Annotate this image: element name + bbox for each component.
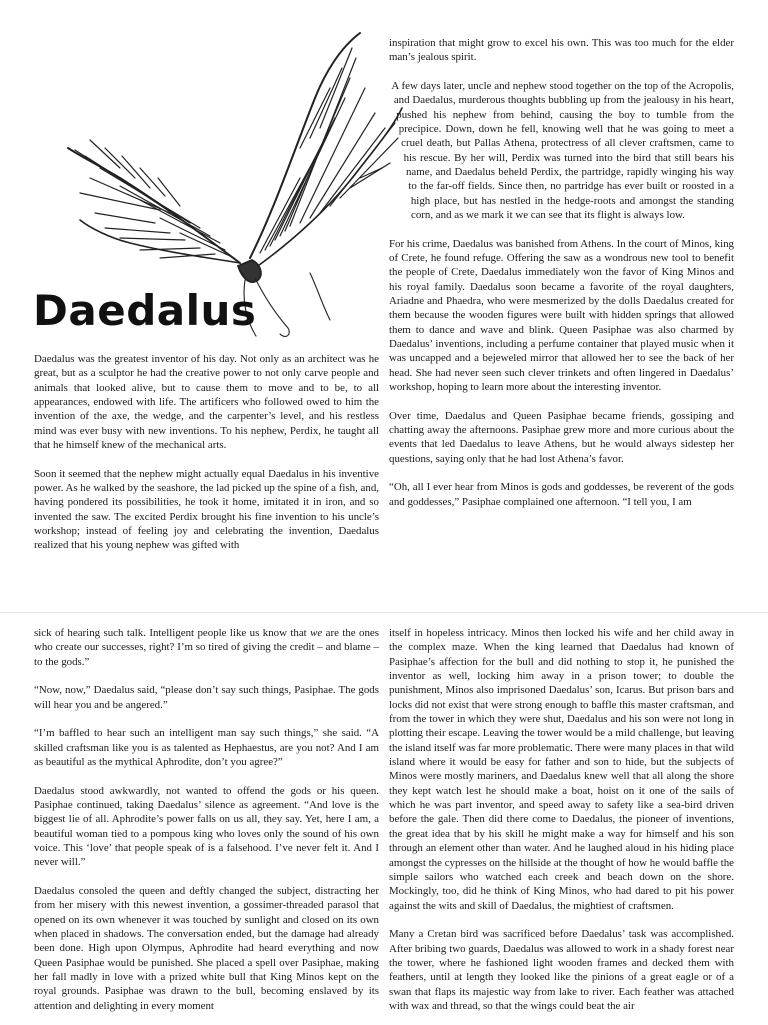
column-top-left	[34, 352, 379, 572]
paragraph-text: are the ones who create our successes, right? I’m so tired of giving the credit – and blame – to the gods.”	[34, 627, 379, 668]
paragraph	[389, 79, 734, 222]
paragraph: inspiration that might grow to excel his own. This was too much for the elder man’s jealous spirit.	[389, 37, 734, 64]
paragraph: “I’m baffled to hear such an intelligent man say such things,” she said. “A skilled craftsman like you is as talented as Hephaestus, are you not? And I am as beautiful as the mythical Aphrodite, don’t you agree?”	[34, 727, 379, 768]
paragraph-text: A few days later, uncle and nephew stood together on the top of the Acropolis, and Daedalus, murderous thoughts bubbling up from the jealousy in his heart, pushed his nephew from behind, causing the boy to tumble from the precipice. Down, down he fell, knowing well that he was going to meet a cruel death, but Pallas Athena, protectress of all clever craftsmen, came to his rescue. By her will, Perdix was turned into the bird that still bears his name, and Daedalus beheld Perdix, the partridge, rapidly winging his way to the far-off fields. Since then, no partridge has ever built or roosted in a high place, but has nestled in the hedge-roots and amongst the standing corn, and as we mark it we can see that its flight is always low.	[391, 79, 734, 222]
paragraph-text: sick of hearing such talk. Intelligent people like us know that	[34, 627, 311, 639]
paragraph: Daedalus stood awkwardly, not wanted to offend the gods or his queen. Pasiphae continued, taking Daedalus’ silence as agreement. “And love is the biggest lie of all. Aphrodite’s power falls on us all, they say. Yet, here I am, a beautiful woman tied to a pompous king who loves only the sound of his own voice. This ‘love’ that people speak of is a falsehood. I’ve never felt it. And I never will.”	[34, 784, 379, 869]
page-title: Daedalus	[33, 286, 257, 335]
paragraph	[34, 626, 379, 669]
paragraph: Soon it seemed that the nephew might actually equal Daedalus in his inventive power. As he walked by the seashore, the lad picked up the spine of a fish, and, having pondered its possibilities, he took it home, imitated it in iron, and so invented the saw. The excited Perdix brought his fine invention to his uncle’s workshop; instead of feeling joy and celebrating the invention, Daedalus realized that his young nephew was gifted with	[34, 467, 379, 552]
paragraph: Many a Cretan bird was sacrificed before Daedalus’ task was accomplished. After bribing two guards, Daedalus was allowed to work in a shady forest near the tower, where he fashioned light wooden frames and decked them with feathers, until at length they looked like the pinions of a great eagle or of a swan that flaps its majestic way from lake to river. Each feather was attached with wax and thread, so that the wings could beat the air	[389, 928, 734, 1012]
column-bottom-left	[34, 626, 379, 1024]
paragraph: Daedalus consoled the queen and deftly changed the subject, distracting her from her misery with this newest invention, a gossimer-threaded parasol that opened on its own whenever it was touched by sunlight and closed on its own when placed in shadows. The conversation ended, but the damage had already been done. High upon Olympus, Aphrodite had heard everything and now Queen Pasiphae would be punished. She placed a spell over Pasiphae, making her fall madly in love with a prized white bull that King Minos kept on the royal grounds. Pasiphae was drawn to the bull, becoming enslaved by its attention and delighting in every moment	[34, 885, 379, 1012]
emphasis-text: we	[310, 627, 323, 639]
paragraph: “Oh, all I ever hear from Minos is gods and goddesses, be reverent of the gods and goddesses,” Pasiphae complained one afternoon. “I tell you, I am	[389, 481, 734, 508]
paragraph: itself in hopeless intricacy. Minos then locked his wife and her child away in the complex maze. When the king learned that Daedalus had known of Pasiphae’s affection for the bull and did nothing to stop it, he punished the inventor as well, locking him away in a prison tower; to double the punishment, Minos also imprisoned Daedalus’ son, Icarus. But prison bars and locks did not exist that were strong enough to baffle this master craftsman, and from the tower in which they were shut, Daedalus and his son were not long in plotting their escape. Leaving the tower would be a mild challenge, but leaving the island itself was far more problematic. There were many places in that wild island where it would be easy for father and son to hide, but the subjects of Minos were mostly mariners, and Daedalus knew well that all along the shore they kept watch lest he should make a boat, hoist on it one of the sails of which he was part inventor, and speed away to safety like a sea-bird driven before the gale. Then did there come to Daedalus, the pioneer of inventions, the great idea that by his skill he might make a way for himself and his son through an element other than water. And he laughed aloud in his hiding place amongst the cypresses on the hillside at the thought of how he would baffle the simple sailors who watched each creek and beach down on the shore. Mockingly, too, did he think of King Minos, who had dared to pit his power against the wits and skill of Daedalus, the mightiest of craftsmen.	[389, 627, 734, 912]
paragraph: For his crime, Daedalus was banished from Athens. In the court of Minos, king of Crete, he found refuge. Offering the saw as a wondrous new tool to benefit the people of Crete, Daedalus immediately won the favor of King Minos and his royal family. Daedalus soon became a favorite of the royal daughters, Ariadne and Phaedra, who were mesmerized by the dolls Daedalus created for them because the wooden figures were built with hidden springs that allowed them to dance and wave and blink. Queen Pasiphae was also charmed by Daedalus’ inventions, including a perfume container that played music when it was uncapped and a bejeweled mirror that allowed her to see the back of her head. She had never seen such clever trinkets and often lingered in Daedalus’ workshop, hoping to learn more about the interesting inventor.	[389, 237, 734, 394]
column-top-right	[389, 36, 734, 566]
paragraph: “Now, now,” Daedalus said, “please don’t say such things, Pasiphae. The gods will hear you and be angered.”	[34, 684, 379, 711]
paragraph: Over time, Daedalus and Queen Pasiphae became friends, gossiping and chatting away the afternoons. Pasiphae grew more and more curious about the events that led Daedalus to leave Athens, but he would always sidestep her questions, saying only that he had lost Athena’s favor.	[389, 409, 734, 465]
column-bottom-right	[389, 626, 734, 1024]
paragraph: Daedalus was the greatest inventor of his day. Not only as an architect was he great, but as a sculptor he had the creative power to not only carve people and animals that looked alive, but to cause them to move and to be, to all appearances, endowed with life. The artificers who followed owed to him the invention of the axe, the wedge, and the carpenter’s level, and his restless mind was ever busy with new inventions. To his nephew, Perdix, he taught all that he himself knew of the mechanical arts.	[34, 353, 379, 452]
